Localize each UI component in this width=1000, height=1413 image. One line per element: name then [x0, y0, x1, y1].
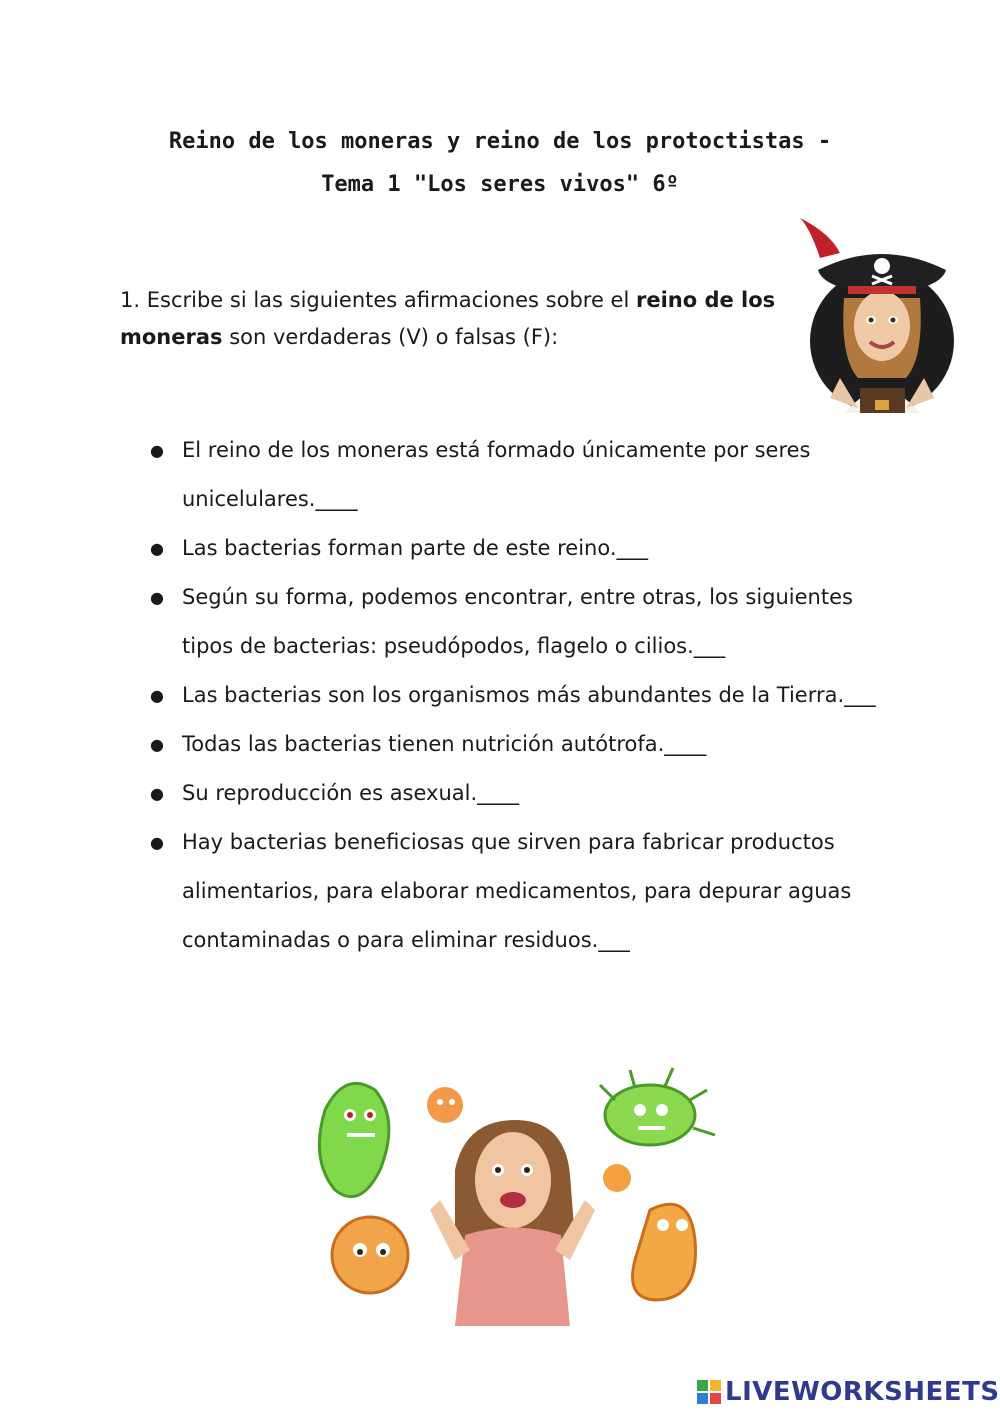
bullet-icon: ● [150, 833, 164, 852]
exercise-text-before: Escribe si las siguientes afirmaciones sobre el [146, 288, 636, 312]
bullet-icon: ● [150, 784, 164, 803]
statements-list [150, 426, 880, 965]
list-item [150, 671, 880, 720]
bullet-icon: ● [150, 588, 164, 607]
bullet-icon: ● [150, 735, 164, 754]
liveworksheets-logo-icon [696, 1379, 722, 1405]
brand-name: LIVEWORKSHEETS [725, 1377, 1000, 1407]
list-item [150, 818, 880, 965]
list-item [150, 524, 880, 573]
list-item [150, 573, 880, 671]
bullet-icon: ● [150, 441, 164, 460]
pirate-avatar-icon [800, 208, 960, 420]
statement-text: Las bacterias forman parte de este reino.___ [182, 536, 649, 560]
list-item [150, 720, 880, 769]
germs-illustration-icon [305, 1060, 725, 1326]
title-line-2: Tema 1 "Los seres vivos" 6º [321, 172, 679, 197]
statement-text: Según su forma, podemos encontrar, entre otras, los siguientes tipos de bacterias: pseudópodos, flagelo o cilios.___ [182, 585, 853, 658]
exercise-text-after: son verdaderas (V) o falsas (F): [222, 325, 559, 349]
statement-text: El reino de los moneras está formado únicamente por seres unicelulares.____ [182, 438, 811, 511]
statement-text: Las bacterias son los organismos más abundantes de la Tierra.___ [182, 683, 876, 707]
statement-text: Su reproducción es asexual.____ [182, 781, 520, 805]
statement-text: Todas las bacterias tienen nutrición autótrofa.____ [182, 732, 707, 756]
exercise-bold-term: reino de los moneras [120, 288, 776, 349]
list-item [150, 769, 880, 818]
statement-text: Hay bacterias beneficiosas que sirven para fabricar productos alimentarios, para elaborar medicamentos, para depurar aguas contaminadas o para eliminar residuos.___ [182, 830, 852, 952]
exercise-number: 1. [120, 288, 141, 312]
exercise-instruction [120, 282, 800, 356]
list-item [150, 426, 880, 524]
title-line-1: Reino de los moneras y reino de los protoctistas - [168, 129, 832, 154]
page-title [0, 120, 1000, 206]
liveworksheets-logo [696, 1374, 1000, 1410]
bullet-icon: ● [150, 539, 164, 558]
bullet-icon: ● [150, 686, 164, 705]
